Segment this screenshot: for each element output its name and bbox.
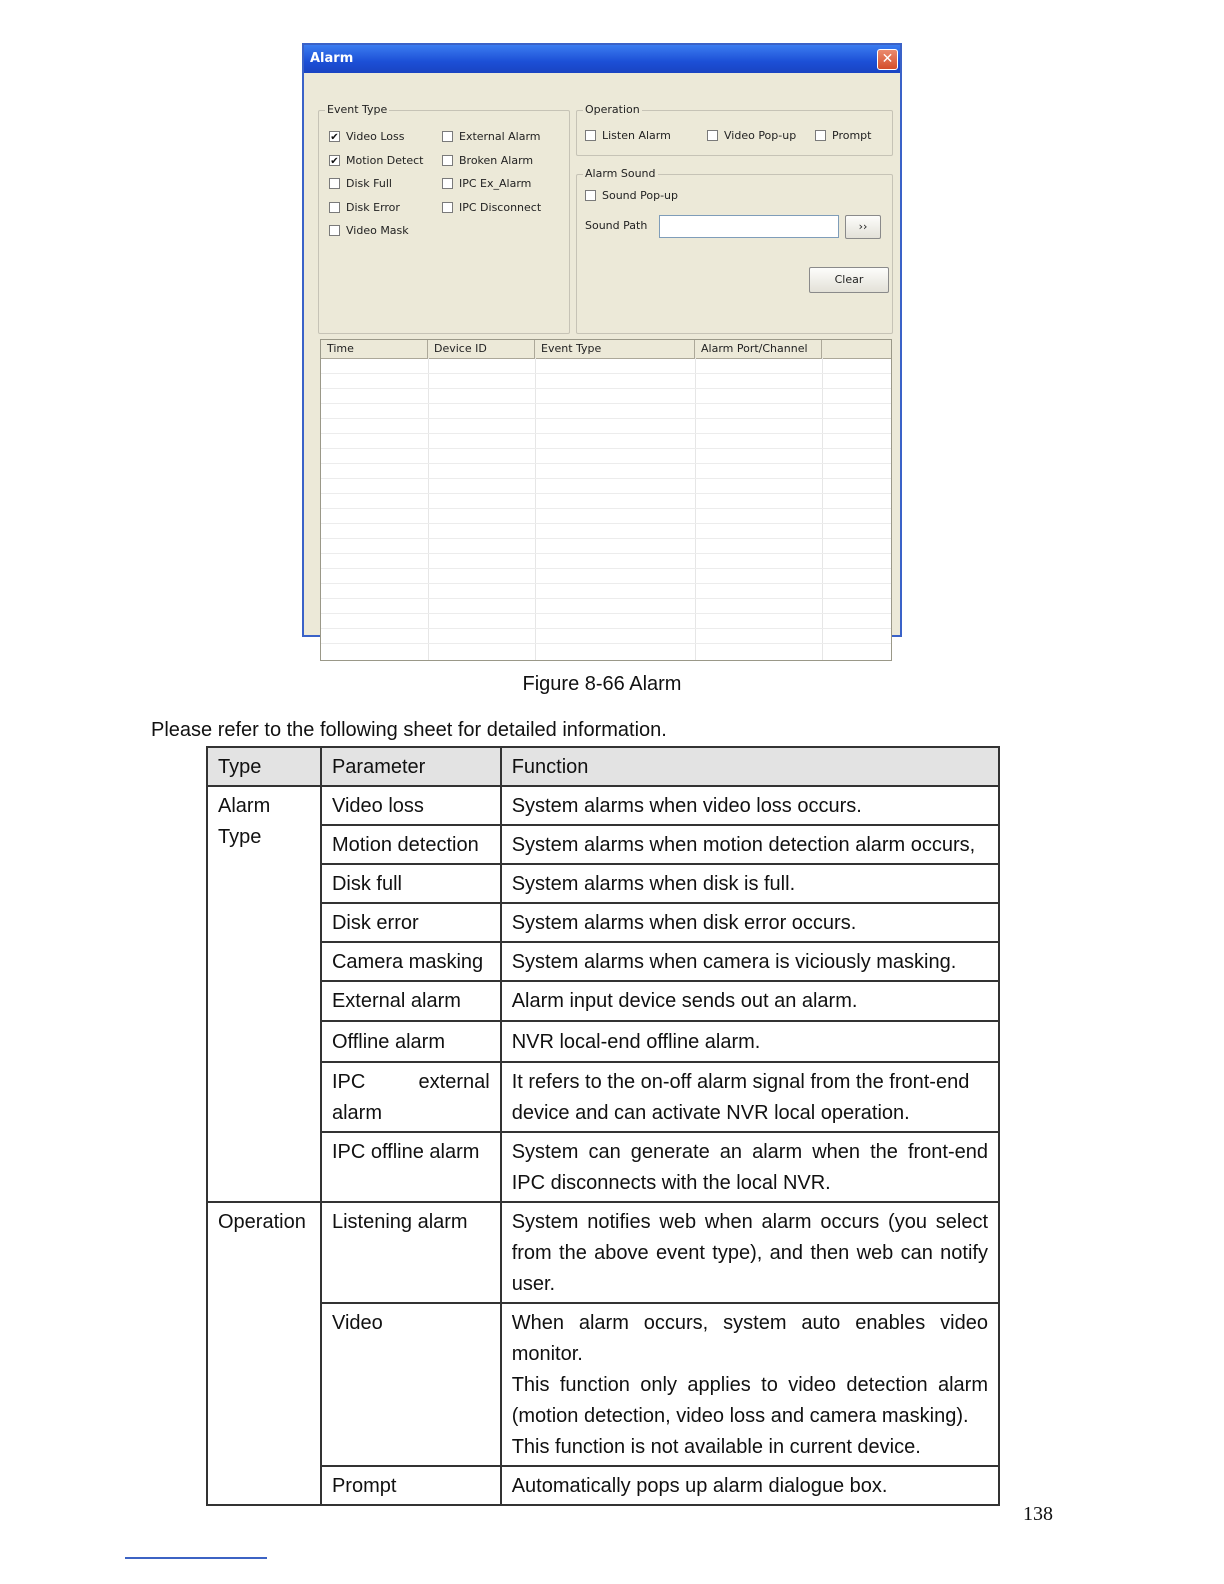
param-cell: IPC offline alarm [321,1132,501,1202]
param-cell: Video [321,1303,501,1466]
table-header-row [207,747,999,786]
grid-divider [321,418,891,419]
grid-divider [321,568,891,569]
function-cell: Automatically pops up alarm dialogue box. [501,1466,999,1505]
table-row [207,981,999,1021]
table-row [207,825,999,864]
table-row [207,1021,999,1062]
table-row [207,1062,999,1132]
grid-divider [321,478,891,479]
table-row [207,1466,999,1505]
param-word: IPC [331,1071,366,1093]
event-type-group [318,103,570,334]
checkbox-box[interactable] [329,225,340,236]
checkbox-listen-alarm[interactable] [585,129,671,142]
param-cell: Video loss [321,786,501,825]
checkbox-box[interactable] [442,202,453,213]
checkbox-box[interactable] [707,130,718,141]
grid-divider [321,463,891,464]
checkbox-label: Disk Error [346,201,400,214]
checkbox-box[interactable] [442,131,453,142]
checkbox-broken-alarm[interactable] [442,154,533,167]
grid-divider [321,433,891,434]
checkbox-label: IPC Ex_Alarm [459,177,532,190]
function-paragraph: When alarm occurs, system auto enables video monitor. [511,1312,988,1365]
grid-divider [321,448,891,449]
table-row [207,786,999,825]
param-word: external [418,1071,490,1093]
grid-divider [321,373,891,374]
footer-rule [125,1557,267,1559]
table-row [207,1132,999,1202]
grid-divider [321,553,891,554]
operation-group [576,103,893,156]
figure-caption: Figure 8-66 Alarm [522,673,682,695]
param-cell: Disk error [321,903,501,942]
param-cell: Offline alarm [321,1021,501,1062]
checkbox-label: Video Mask [346,224,409,237]
function-paragraph: This function only applies to video detection alarm (motion detection, video loss and camera masking). [511,1374,988,1427]
function-cell: System alarms when disk error occurs. [501,903,999,942]
checkbox-box[interactable] [442,155,453,166]
column-header-alarm-port[interactable]: Alarm Port/Channel [695,340,822,358]
function-cell [501,1303,999,1466]
checkbox-box[interactable] [585,130,596,141]
grid-divider [321,613,891,614]
checkbox-ipc-ex-alarm[interactable] [442,177,531,190]
checkbox-disk-error[interactable] [329,201,400,214]
table-row [207,1303,999,1466]
checkbox-label: Sound Pop-up [602,189,679,202]
grid-divider [321,508,891,509]
table-row [207,903,999,942]
checkbox-box[interactable] [329,202,340,213]
column-header-time[interactable]: Time [321,340,428,358]
checkbox-box[interactable] [585,190,596,201]
checkbox-box[interactable] [442,178,453,189]
intro-text: Please refer to the following sheet for detailed information. [151,719,667,741]
grid-divider [321,538,891,539]
alarm-sound-group [576,167,893,334]
checkbox-external-alarm[interactable] [442,130,541,143]
event-type-legend: Event Type [327,103,388,116]
column-header-event-type[interactable]: Event Type [535,340,695,358]
function-cell: System alarms when camera is viciously masking. [501,942,999,981]
checkbox-ipc-disconnect[interactable] [442,201,541,214]
close-icon[interactable]: ✕ [877,49,898,70]
browse-button[interactable]: ›› [845,215,881,239]
type-cell-alarm-type: Alarm Type [207,786,321,1202]
grid-divider [321,643,891,644]
function-cell: System can generate an alarm when the front-end IPC disconnects with the local NVR. [501,1132,999,1202]
grid-divider [321,493,891,494]
param-cell: Prompt [321,1466,501,1505]
param-cell: Disk full [321,864,501,903]
grid-divider [321,583,891,584]
function-cell: System alarms when disk is full. [501,864,999,903]
type-cell-operation: Operation [207,1202,321,1505]
checkbox-label: Broken Alarm [459,154,534,167]
grid-divider [321,598,891,599]
table-row [207,864,999,903]
clear-button[interactable]: Clear [809,267,889,293]
alarm-dialog [302,43,902,637]
function-cell: Alarm input device sends out an alarm. [501,981,999,1021]
checkbox-sound-popup[interactable] [585,189,678,202]
param-cell: Listening alarm [321,1202,501,1303]
page-number: 138 [1023,1503,1053,1525]
header-function: Function [501,747,999,786]
checkbox-label: External Alarm [459,130,541,143]
checkbox-label: Listen Alarm [602,129,671,142]
function-cell: System alarms when motion detection alarm occurs, [501,825,999,864]
checkbox-video-mask[interactable] [329,224,409,237]
checkbox-label: IPC Disconnect [459,201,542,214]
checkbox-motion-detect[interactable] [329,154,423,167]
function-cell: NVR local-end offline alarm. [501,1021,999,1062]
grid-divider [321,628,891,629]
dialog-title: Alarm [310,51,354,66]
parameter-table [206,746,1000,1506]
param-cell: Motion detection [321,825,501,864]
param-cell: External alarm [321,981,501,1021]
table-row [207,942,999,981]
sound-path-label: Sound Path [585,219,648,232]
checkbox-label: Motion Detect [346,154,424,167]
table-row [207,1202,999,1303]
checkbox-label: Video Loss [346,130,405,143]
header-parameter: Parameter [321,747,501,786]
function-paragraph: This function is not available in current device. [511,1436,921,1458]
checkbox-label: Disk Full [346,177,392,190]
column-header-device-id[interactable]: Device ID [428,340,535,358]
alarm-list-table[interactable] [320,339,892,661]
checkbox-label: Prompt [832,129,872,142]
function-cell: It refers to the on-off alarm signal from the front-end device and can activate NVR local operation. [501,1062,999,1132]
grid-divider [321,388,891,389]
function-cell: System alarms when video loss occurs. [501,786,999,825]
operation-legend: Operation [585,103,640,116]
checkbox-box[interactable]: ✔ [330,132,339,143]
checkbox-disk-full[interactable] [329,177,392,190]
header-type: Type [207,747,321,786]
param-line [332,1067,490,1098]
grid-divider [321,523,891,524]
table-header [321,340,891,359]
checkbox-video-loss[interactable] [329,130,404,143]
sound-path-input[interactable] [659,215,839,238]
grid-divider [321,403,891,404]
dialog-client-area [308,75,896,631]
checkbox-box[interactable]: ✔ [330,156,339,167]
alarm-sound-legend: Alarm Sound [585,167,656,180]
checkbox-prompt[interactable] [815,129,871,142]
checkbox-label: Video Pop-up [724,129,797,142]
checkbox-box[interactable] [329,178,340,189]
param-word: alarm [331,1102,382,1124]
param-cell [321,1062,501,1132]
dialog-titlebar [304,45,900,73]
checkbox-box[interactable] [815,130,826,141]
param-cell: Camera masking [321,942,501,981]
function-cell: System notifies web when alarm occurs (you select from the above event type), and then web can notify user. [501,1202,999,1303]
checkbox-video-popup[interactable] [707,129,796,142]
